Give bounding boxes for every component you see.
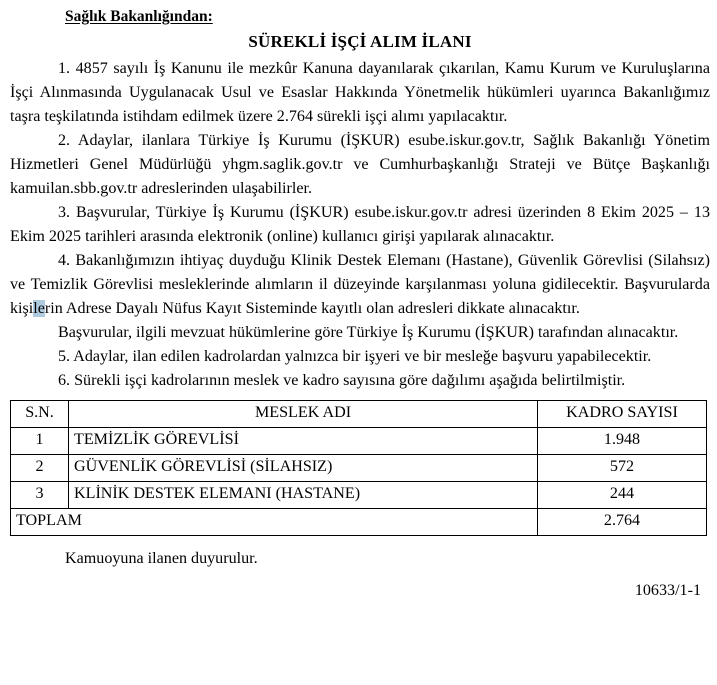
paragraph-basvurular: Başvurular, ilgili mevzuat hükümlerine göre Türkiye İş Kurumu (İŞKUR) tarafından alınacaktır.	[58, 324, 679, 342]
cell-kadro-sayisi: 1.948	[538, 428, 707, 455]
cell-meslek-adi: KLİNİK DESTEK ELEMANI (HASTANE)	[69, 482, 538, 509]
paragraph-5: 5. Adaylar, ilan edilen kadrolardan yalnızca bir işyeri ve bir mesleğe başvuru yapabilecektir.	[58, 348, 652, 366]
reference-number: 10633/1-1	[634, 582, 701, 600]
table-head	[11, 401, 707, 428]
paragraph-4-text-after: rin Adrese Dayalı Nüfus Kayıt Sisteminde kayıtlı olan adresleri dikkate alınacaktır.	[44, 300, 580, 318]
issuer-line	[10, 0, 710, 26]
cell-sn: 1	[11, 428, 69, 455]
table-total-row	[11, 508, 707, 535]
issuer-label: Sağlık Bakanlığından:	[65, 8, 213, 25]
cell-meslek-adi: GÜVENLİK GÖREVLİSİ (SİLAHSIZ)	[69, 455, 538, 482]
table-row	[11, 482, 707, 509]
cell-kadro-sayisi: 244	[538, 482, 707, 509]
cell-total-label: TOPLAM	[11, 508, 538, 535]
column-header-kadro-sayisi: KADRO SAYISI	[538, 401, 707, 428]
table-header-row	[11, 401, 707, 428]
cell-sn: 2	[11, 455, 69, 482]
paragraph-4-text-before: 4. Bakanlığımızın ihtiyaç duyduğu Klinik Destek Elemanı (Hastane), Güvenlik Görevlisi (Silahsız) ve Temizlik Görevlisi mesleklerinde alımların il düzeyinde karşılanması yoluna gidilecektir. Başvurularda kişi	[10, 252, 710, 318]
paragraph-2: 2. Adaylar, ilanlara Türkiye İş Kurumu (İŞKUR) esube.iskur.gov.tr, Sağlık Bakanlığı Yönetim Hizmetleri Genel Müdürlüğü yhgm.saglik.gov.tr ve Cumhurbaşkanlığı Strateji ve Bütçe Başkanlığı kamuilan.sbb.gov.tr adreslerinden ulaşabilirler.	[10, 131, 710, 197]
paragraph-4	[10, 249, 710, 321]
column-header-meslek-adi: MESLEK ADI	[69, 401, 538, 428]
paragraph-6: 6. Sürekli işçi kadrolarının meslek ve kadro sayısına göre dağılımı aşağıda belirtilmiştir.	[58, 372, 626, 390]
kadro-dagilim-table	[10, 400, 707, 536]
page-title: SÜREKLİ İŞÇİ ALIM İLANI	[248, 32, 472, 52]
closing-statement: Kamuoyuna ilanen duyurulur.	[65, 549, 258, 567]
table-row	[11, 428, 707, 455]
paragraph-1: 1. 4857 sayılı İş Kanunu ile mezkûr Kanuna dayanılarak çıkarılan, Kamu Kurum ve Kuruluşlarına İşçi Alınmasında Uygulanacak Usul ve Esaslar Hakkında Yönetmelik hükümleri uyarınca Bakanlığımız taşra teşkilatında istihdam edilmek üzere 2.764 sürekli işçi alımı yapılacaktır.	[10, 59, 710, 125]
kadro-table-wrapper	[10, 400, 710, 536]
table-body	[11, 428, 707, 536]
table-row	[11, 455, 707, 482]
cell-sn: 3	[11, 482, 69, 509]
column-header-sn: S.N.	[11, 401, 69, 428]
paragraph-3: 3. Başvurular, Türkiye İş Kurumu (İŞKUR) esube.iskur.gov.tr adresi üzerinden 8 Ekim 2025 – 13 Ekim 2025 tarihleri arasında elektronik (online) kullanıcı girişi yapılarak alınacaktır.	[10, 203, 710, 245]
text-selection-highlight[interactable]: le	[33, 300, 45, 318]
cell-kadro-sayisi: 572	[538, 455, 707, 482]
cell-meslek-adi: TEMİZLİK GÖREVLİSİ	[69, 428, 538, 455]
cell-total-count: 2.764	[538, 508, 707, 535]
